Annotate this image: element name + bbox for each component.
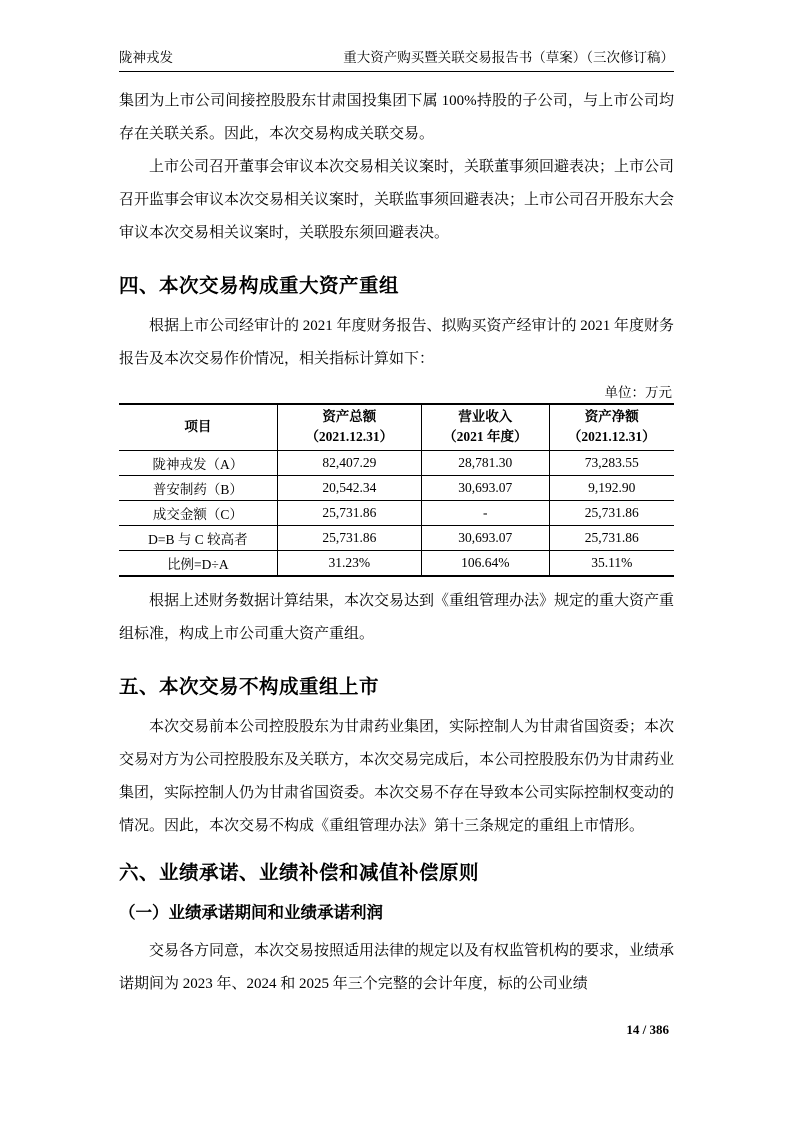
section-6-heading: 六、业绩承诺、业绩补偿和减值补偿原则	[119, 861, 480, 884]
table-cell: 25,731.86	[549, 500, 674, 525]
financial-indicators-table	[119, 403, 674, 577]
table-row	[119, 500, 674, 525]
table-cell: 30,693.07	[421, 475, 549, 500]
table-cell: 成交金额（C）	[119, 500, 277, 525]
table-header-cell	[119, 404, 277, 450]
para-related-transaction: 集团为上市公司间接控股股东甘肃国投集团下属 100%持股的子公司，与上市公司均存在关联关系。因此，本次交易构成关联交易。	[119, 93, 674, 142]
header-full-title: 重大资产购买暨关联交易报告书（草案）（三次修订稿）	[343, 50, 674, 65]
table-cell: 106.64%	[421, 550, 549, 576]
table-cell: 25,731.86	[277, 525, 421, 550]
table-cell: 25,731.86	[549, 525, 674, 550]
document-header	[119, 46, 674, 72]
table-header-row	[119, 404, 674, 450]
header-cell-line: 资产总额	[322, 409, 377, 424]
table-row	[119, 450, 674, 475]
header-cell-line: 营业收入	[458, 409, 513, 424]
table-cell: D=B 与 C 较高者	[119, 525, 277, 550]
table-cell: 9,192.90	[549, 475, 674, 500]
table-header-cell	[549, 404, 674, 450]
table-unit-label: 单位：万元	[604, 385, 672, 400]
header-cell-line: （2021 年度）	[443, 429, 528, 445]
table-cell: 73,283.55	[549, 450, 674, 475]
table-cell: 普安制药（B）	[119, 475, 277, 500]
para-calculation-basis: 根据上市公司经审计的 2021 年度财务报告、拟购买资产经审计的 2021 年度财务报告及本次交易作价情况，相关指标计算如下：	[119, 318, 675, 367]
section-5-heading: 五、本次交易不构成重组上市	[119, 675, 380, 698]
table-header-cell	[277, 404, 421, 450]
table-cell: 31.23%	[277, 550, 421, 576]
header-short-title: 陇神戎发	[119, 50, 173, 65]
subsection-1-heading: （一）业绩承诺期间和业绩承诺利润	[119, 903, 383, 922]
header-cell-line: 资产净额	[584, 409, 639, 424]
table-cell: 35.11%	[549, 550, 674, 576]
para-voting-avoidance: 上市公司召开董事会审议本次交易相关议案时，关联董事须回避表决；上市公司召开监事会审议本次交易相关议案时，关联监事须回避表决；上市公司召开股东大会审议本次交易相关议案时，关联股东须回避表决。	[119, 159, 675, 241]
table-cell: 比例=D÷A	[119, 550, 277, 576]
table-cell: 25,731.86	[277, 500, 421, 525]
header-cell-line: 项目	[184, 419, 212, 435]
table-header-cell	[421, 404, 549, 450]
table-cell: 陇神戎发（A）	[119, 450, 277, 475]
table-row	[119, 525, 674, 550]
table-row	[119, 550, 674, 576]
table-cell: 30,693.07	[421, 525, 549, 550]
header-cell-line: （2021.12.31）	[305, 429, 394, 445]
table-cell: 28,781.30	[421, 450, 549, 475]
table-row	[119, 475, 674, 500]
para-major-restructuring-conclusion: 根据上述财务数据计算结果，本次交易达到《重组管理办法》规定的重大资产重组标准，构成上市公司重大资产重组。	[119, 592, 675, 642]
page-number: 14 / 386	[626, 1022, 669, 1037]
table-cell: -	[421, 500, 549, 525]
section-4-heading: 四、本次交易构成重大资产重组	[119, 275, 400, 297]
para-no-restructuring-listing: 本次交易前本公司控股股东为甘肃药业集团，实际控制人为甘肃省国资委；本次交易对方为公司控股股东及关联方，本次交易完成后，本公司控股股东仍为甘肃药业集团，实际控制人仍为甘肃省国资委。本次交易不存在导致本公司实际控制权变动的情况。因此，本次交易不构成《重组管理办法》第十三条规定的重组上市情形。	[119, 718, 675, 834]
header-cell-line: （2021.12.31）	[567, 429, 656, 445]
para-performance-commitment: 交易各方同意，本次交易按照适用法律的规定以及有权监管机构的要求，业绩承诺期间为 2023 年、2024 和 2025 年三个完整的会计年度，标的公司业绩	[119, 942, 675, 992]
table-cell: 82,407.29	[277, 450, 421, 475]
table-cell: 20,542.34	[277, 475, 421, 500]
